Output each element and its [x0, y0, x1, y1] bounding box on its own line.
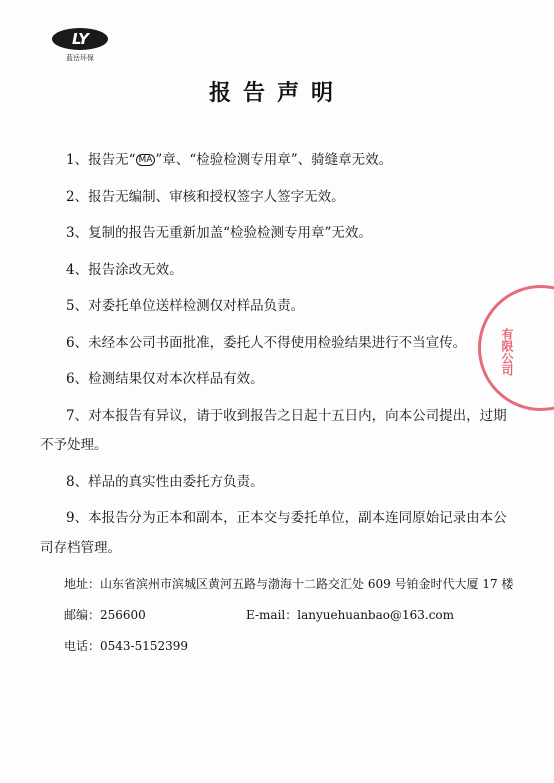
page-title: 报告声明	[208, 80, 345, 106]
logo-caption: 蓝岳环保	[66, 54, 94, 62]
company-logo	[50, 28, 110, 66]
statement-item-3: 3、复制的报告无重新加盖“检验检测专用章”无效。	[66, 225, 372, 241]
logo-mark: LY	[52, 28, 108, 50]
statement-item-8: 7、对本报告有异议，请于收到报告之日起十五日内，向本公司提出，过期不予处理。	[40, 407, 507, 453]
statement-item-1	[40, 146, 510, 176]
statement-item-1-suffix: ”章、“检验检测专用章”、骑缝章无效。	[155, 152, 393, 168]
postal-code: 邮编：256600	[64, 608, 146, 622]
statement-item-9: 8、样品的真实性由委托方负责。	[66, 473, 264, 490]
email-address: E-mail：lanyuehuanbao@163.com	[246, 608, 455, 622]
seal-text: 有限公司	[500, 328, 514, 376]
statement-item-6: 6、未经本公司书面批准，委托人不得使用检验结果进行不当宣传。	[66, 334, 467, 351]
statement-list	[40, 146, 510, 570]
statement-item-4: 4、报告涂改无效。	[66, 261, 183, 278]
phone-number: 电话：0543-5152399	[64, 639, 189, 653]
statement-item-5: 5、对委托单位送样检测仅对样品负责。	[66, 298, 305, 314]
statement-item-2: 2、报告无编制、审核和授权签字人签字无效。	[66, 188, 345, 205]
ma-certification-mark: MA	[136, 154, 156, 166]
statement-item-10: 9、本报告分为正本和副本，正本交与委托单位，副本连同原始记录由本公司存档管理。	[40, 510, 507, 556]
statement-item-7: 6、检测结果仅对本次样品有效。	[66, 371, 264, 387]
statement-item-1-prefix: 1、报告无“	[66, 152, 136, 168]
company-address: 地址：山东省滨州市滨城区黄河五路与渤海十二路交汇处 609 号铂金时代大厦 17 楼	[64, 577, 514, 591]
